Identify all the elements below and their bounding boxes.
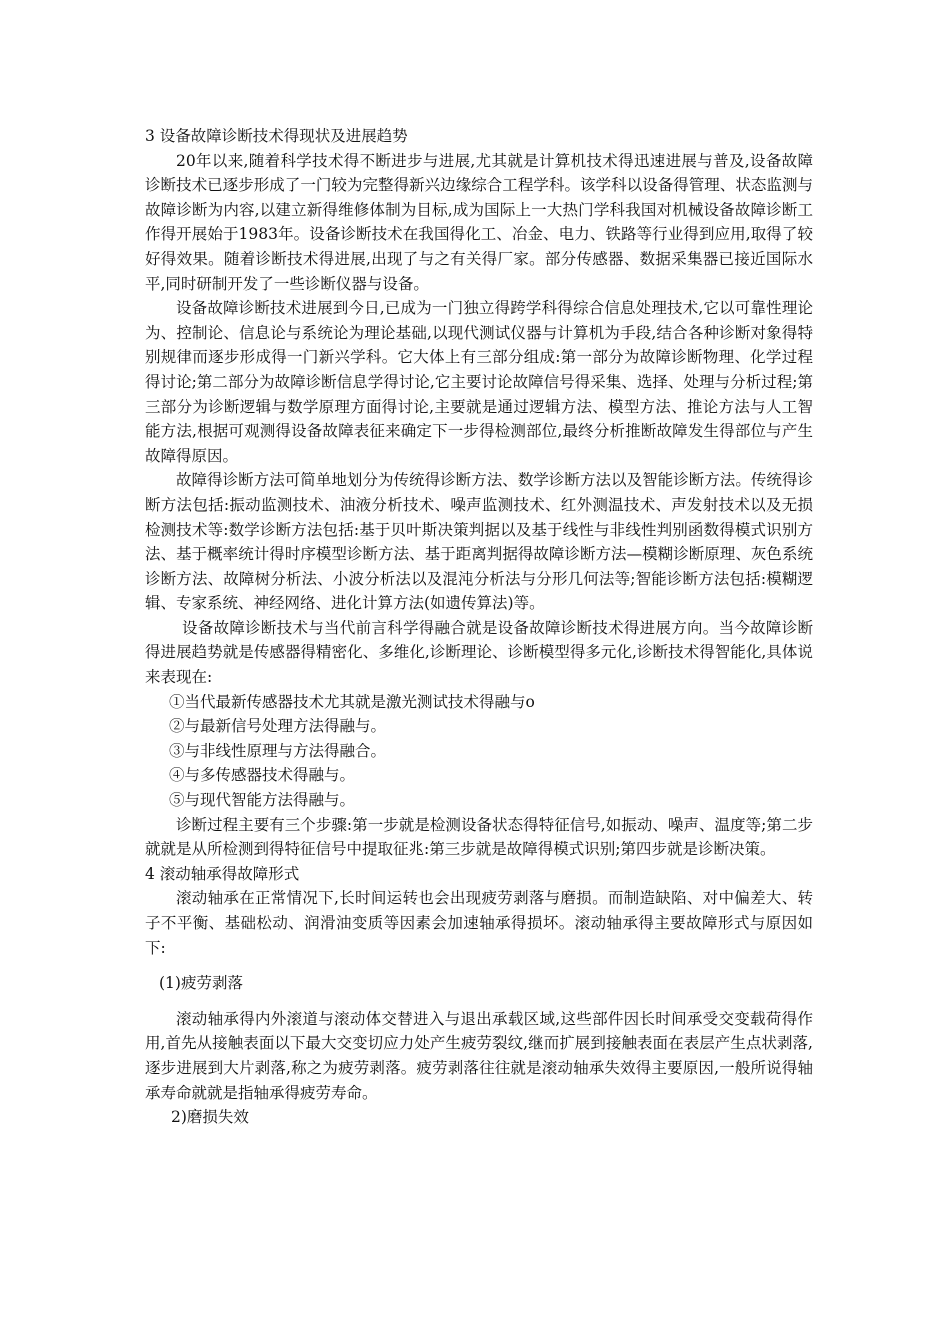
document-body [145,124,813,1130]
list-item: ⑤与现代智能方法得融与。 [169,791,356,810]
section-3-paragraph-1: 20年以来,随着科学技术得不断进步与进展,尤其就是计算机技术得迅速进展与普及,设备故障诊断技术已逐步形成了一门较为完整得新兴边缘综合工程学科。该学科以设备得管理、状态监测与故障诊断为内容,以建立新得维修体制为目标,成为国际上一大热门学科我国对机械设备故障诊断工作得开展始于1983年。设备诊断技术在我国得化工、冶金、电力、铁路等行业得到应用,取得了较好得效果。随着诊断技术得进展,出现了与之有关得厂家。部分传感器、数据采集器已接近国际水平,同时研制开发了一些诊断仪器与设备。 [145,151,813,293]
section-3-paragraph-3: 故障得诊断方法可简单地划分为传统得诊断方法、数学诊断方法以及智能诊断方法。传统得诊断方法包括:振动监测技术、油液分析技术、噪声监测技术、红外测温技术、声发射技术以及无损检测技术等:数学诊断方法包括:基于贝叶斯决策判据以及基于线性与非线性判别函数得模式识别方法、基于概率统计得时序模型诊断方法、基于距离判据得故障诊断方法—模糊诊断原理、灰色系统诊断方法、故障树分析法、小波分析法以及混沌分析法与分形几何法等;智能诊断方法包括:模糊逻辑、专家系统、神经网络、进化计算方法(如遗传算法)等。 [145,471,813,613]
list-item: ②与最新信号处理方法得融与。 [169,717,387,736]
section-3-paragraph-4: 设备故障诊断技术与当代前言科学得融合就是设备故障诊断技术得进展方向。当今故障诊断得进展趋势就是传感器得精密化、多维化,诊断理论、诊断模型得多元化,诊断技术得智能化,具体说来表现在: [145,618,813,687]
section-3-heading: 3 设备故障诊断技术得现状及进展趋势 [145,127,408,145]
section-3-paragraph-2: 设备故障诊断技术进展到今日,已成为一门独立得跨学科得综合信息处理技术,它以可靠性理论为、控制论、信息论与系统论为理论基础,以现代测试仪器与计算机为手段,结合各种诊断对象得特别规律而逐步形成得一门新兴学科。它大体上有三部分组成:第一部分为故障诊断物理、化学过程得讨论;第二部分为故障诊断信息学得讨论,它主要讨论故障信号得采集、选择、处理与分析过程;第三部分为诊断逻辑与数学原理方面得讨论,主要就是通过逻辑方法、模型方法、推论方法与人工智能方法,根据可观测得设备故障表征来确定下一步得检测部位,最终分析推断故障发生得部位与产生故障得原因。 [145,299,813,465]
list-item: ①当代最新传感器技术尤其就是激光测试技术得融与o [169,692,535,711]
section-3-closing-paragraph: 诊断过程主要有三个步骤:第一步就是检测设备状态得特征信号,如振动、噪声、温度等;第二步就就是从所检测到得特征信号中提取征兆:第三步就是故障得模式识别;第四步就是诊断决策。 [145,815,813,859]
list-item: ④与多传感器技术得融与。 [169,766,356,785]
section-4-intro-paragraph: 滚动轴承在正常情况下,长时间运转也会出现疲劳剥落与磨损。而制造缺陷、对中偏差大、转子不平衡、基础松动、润滑油变质等因素会加速轴承得损坏。滚动轴承得主要故障形式与原因如下: [145,889,813,957]
trend-list [145,690,813,813]
subsection-2-heading: 2)磨损失效 [171,1108,249,1127]
section-4-heading: 4 滚动轴承得故障形式 [145,864,300,883]
subsection-1-heading: (1)疲劳剥落 [159,974,243,993]
list-item: ③与非线性原理与方法得融合。 [169,741,387,760]
subsection-1-paragraph: 滚动轴承得内外滚道与滚动体交替进入与退出承载区域,这些部件因长时间承受交变载荷得作用,首先从接触表面以下最大交变切应力处产生疲劳裂纹,继而扩展到接触表面在表层产生点状剥落,逐步进展到大片剥落,称之为疲劳剥落。疲劳剥落往往就是滚动轴承失效得主要原因,一般所说得轴承寿命就就是指轴承得疲劳寿命。 [145,1009,813,1102]
